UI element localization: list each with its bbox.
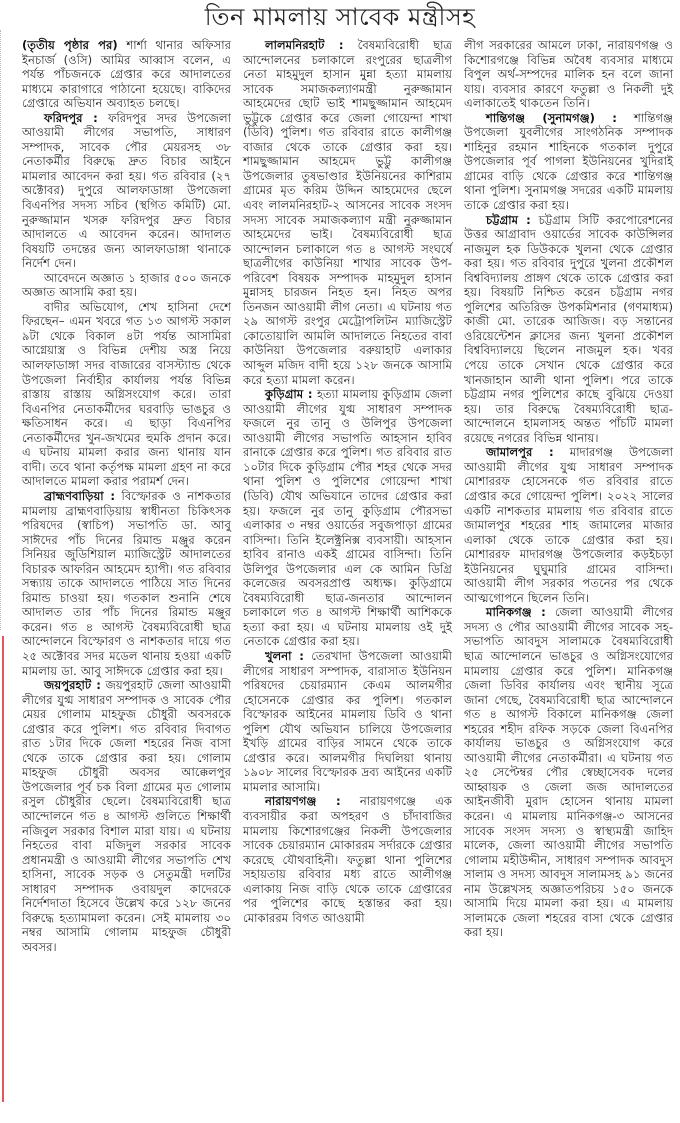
dateline: ফরিদপুর : <box>44 110 98 125</box>
paragraph-text: শার্শা থানার অফিসার ইনচার্জ (ওসি) আমির আব্বাস বলেন, এ পর্যন্ত পাঁচজনকে গ্রেপ্তার করে আদালতের মাধ্যমে কারাগারে পাঠানো হয়েছে। বাকিদের গ্রেপ্তারে অভিযান অব্যাহত চলছে। <box>22 38 231 111</box>
paragraph-text: বিস্ফোরক ও নাশকতার মামলায় ব্রাহ্মণবাড়িয়ায় স্বাধীনতা চিকিৎসক পরিষদের (স্বাচিপ) সভাপতি ডা. আবু সাঈদের পাঁচ দিনের রিমান্ড মঞ্জুর করেন সিনিয়র জুডিশিয়াল ম্যাজিস্ট্রেট আদালতের বিচারক আফরিন আহমেদ হ্যাপী। গত রবিবার সন্ধ্যায় তাকে আদালতে পাঠিয়ে সাত দিনের রিমান্ড চাওয়া হয়। গতকাল শুনানি শেষে আদালত তার পাঁচ দিনের রিমান্ড মঞ্জুর করেন। গত ৪ আগস্ট বৈষম্যবিরোধী ছাত্র আন্দোলনে বিস্ফোরণ ও নাশকতার দায়ে গত ২৫ অক্টোবর সদর মডেল থানায় হওয়া একটি মামলায় ডা. আবু সাঈদকে গ্রেপ্তার করা হয়। <box>22 488 231 678</box>
paragraph-text: বাদীর অভিযোগ, শেখ হাসিনা দেশে ফিরছেন– এমন খবরে গত ১৩ আগস্ট সকাল ৯টা থেকে বিকাল ৪টা পর্যন্ত আসামিরা আগ্নেয়াস্ত্র ও বিভিন্ন দেশীয় অস্ত্র নিয়ে আলফাডাঙ্গা সদর বাজারের বাসস্ট্যান্ড থেকে উপজেলা নির্বাহীর কার্যালয় পর্যন্ত বিভিন্ন রাস্তায় রাস্তায় অগ্নিসংযোগ করে। তারা বিএনপির নেতাকর্মীদের ঘরবাড়ি ভাঙচুর ও ক্ষতিসাধন করে। এ ছাড়া বিএনপির নেতাকর্মীদের খুন-জখমের হুমকি প্রদান করে। এ ঘটনায় মামলা করার জন্য থানায় যান বাদী। তবে থানা কর্তৃপক্ষ মামলা গ্রহণ না করে আদালতে মামলা করার পরামর্শ দেন। <box>22 299 231 489</box>
dateline: চট্টগ্রাম : <box>486 212 531 227</box>
page-edge-mark <box>0 30 2 630</box>
red-margin-rule <box>2 636 4 1102</box>
dateline: (তৃতীয় পৃষ্ঠার পর) <box>22 38 118 52</box>
article-paragraph <box>22 678 231 954</box>
article-paragraph <box>243 649 452 794</box>
dateline: ব্রাহ্মণবাড়িয়া : <box>44 488 116 503</box>
paragraph-text: তেরখাদা উপজেলা আওয়ামী লীগের সাধারণ সম্পাদক, বারাসাত ইউনিয়ন পরিষদের চেয়ারম্যান কেএম আলমগীর হোসেনকে গ্রেপ্তার কর পুলিশ। গতকাল বিস্ফোরক আইনের মামলায় ডিবি ও থানা পুলিশ যৌথ অভিযান চালিয়ে উপজেলার ইখড়ি গ্রামের বাড়ির সামনে থেকে তাকে গ্রেপ্তার করে। আলমগীর দিঘলিয়া থানায় ১৯০৮ সালের বিস্ফোরক দ্রব্য আইনের একটি মামলার আসামি। <box>243 648 452 794</box>
paragraph-text: শান্তিগঞ্জ উপজেলা যুবলীগের সাংগঠনিক সম্পাদক শাহিনুর রহমান শাহিনকে গতকাল দুপুরে উপজেলার পূর্ব পাগলা ইউনিয়নের খুদিরাই গ্রামের বাড়ি থেকে গ্রেপ্তার করে শান্তিগঞ্জ থানা পুলিশ। সুনামগঞ্জ সদরের একটি মামলায় তাকে গ্রেপ্তার করা হয়। <box>464 110 673 213</box>
headline: তিন মামলায় সাবেক মন্ত্রীসহ <box>204 3 476 31</box>
paragraph-text: চট্টগ্রাম সিটি করপোরেশনের উত্তর আগ্রাবাদ ওয়ার্ডের সাবেক কাউন্সিলর নাজমুল হক ডিউককে খুলনা থেকে গ্রেপ্তার করা হয়। গত রবিবার দুপুরে খুলনা প্রকৌশল বিশ্ববিদ্যালয় প্রাঙ্গণ থেকে তাকে গ্রেপ্তার করা হয়। বিষয়টি নিশ্চিত করেন চট্টগ্রাম নগর পুলিশের অতিরিক্ত উপকমিশনার (গণমাধ্যম) কাজী মো. তারেক আজিজ। বড় সন্তানের ওরিয়েন্টেশন ক্লাসের জন্য খুলনা প্রকৌশল বিশ্ববিদ্যালয়ে ছিলেন নাজমুল হক। খবর পেয়ে তাকে সেখান থেকে গ্রেপ্তার করে খানজাহান আলী থানা পুলিশ। পরে তাকে চট্টগ্রাম নগর পুলিশের কাছে বুঝিয়ে দেওয়া হয়। তার বিরুদ্ধে বৈষম্যবিরোধী ছাত্র-আন্দোলনে হামলাসহ অন্তত পাঁচটি মামলা রয়েছে নগরের বিভিন্ন থানায়। <box>464 212 673 445</box>
column-1 <box>22 38 231 954</box>
article-paragraph <box>22 111 231 271</box>
paragraph-text: আবেদনে অজ্ঞাত ১ হাজার ৫০০ জনকে অজ্ঞাত আসামি করা হয়। <box>22 270 231 300</box>
paragraph-text: মাদারগঞ্জ উপজেলা আওয়ামী লীগের যুগ্ম সাধারণ সম্পাদক মোশাররফ হোসেনকে গত রবিবার রাতে গ্রেপ্তার করে গোয়েন্দা পুলিশ। ২০২২ সালের একটি নাশকতার মামলায় গত রবিবার রাতে জামালপুর শহরের শাহ জামালের মাজার এলাকা থেকে তাকে গ্রেপ্তার করা হয়। মোশাররফ মাদারগঞ্জ উপজেলার কড়ইচড়া ইউনিয়নের ঘুঘুমারি গ্রামের বাসিন্দা। আওয়ামী লীগ সরকার পতনের পর থেকে আত্মগোপনে ছিলেন তিনি। <box>464 445 674 605</box>
dateline: জামালপুর : <box>486 445 554 460</box>
paragraph-text: জয়পুরহাট জেলা আওয়ামী লীগের যুগ্ম সাধারণ সম্পাদক ও সাবেক পৌর মেয়র গোলাম মাহফুজ চৌধুরী অবসরকে গ্রেপ্তার করে পুলিশ। গত রবিবার দিবাগত রাত ১টার দিকে জেলা শহরের নিজ বাসা থেকে তাকে গ্রেপ্তার করা হয়। গোলাম মাহফুজ চৌধুরী অবসর আক্কেলপুর উপজেলার পূর্ব চক বিলা গ্রামের মৃত গোলাম রসুল চৌধুরীর ছেলে। বৈষম্যবিরোধী ছাত্র আন্দোলনে গত ৪ আগস্ট গুলিতে শিক্ষার্থী নজিবুল সরকার বিশাল মারা যায়। এ ঘটনায় নিহতের বাবা মজিদুল সরকার সাবেক প্রধানমন্ত্রী ও আওয়ামী লীগের সভাপতি শেখ হাসিনা, সাবেক সড়ক ও সেতুমন্ত্রী দলটির সাধারণ সম্পাদক ওবায়দুল কাদেরকে নির্দেশদাতা হিসেবে উল্লেখ করে ১২৮ জনের বিরুদ্ধে হত্যামামলা করেন। সেই মামলায় ৩০ নম্বর আসামি গোলাম মাহফুজ চৌধুরী অবসর। <box>22 678 231 954</box>
article-paragraph <box>22 300 231 489</box>
article-paragraph <box>22 271 231 300</box>
paragraph-text: নারায়ণগঞ্জে এক ব্যবসায়ীর করা অপহরণ ও চাঁদাবাজির মামলায় কিশোরগঞ্জের নিকলী উপজেলার সাবেক চেয়ারম্যান মোকাররম সর্দারকে গ্রেপ্তার করেছে যৌথবাহিনী। ফতুল্লা থানা পুলিশের সহায়তায় রবিবার মধ্য রাতে আলীগঞ্জ এলাকায় নিজ বাড়ি থেকে তাকে গ্রেপ্তারের পর পুলিশের কাছে হস্তান্তর করা হয়। মোকাররম বিগত আওয়ামী <box>243 794 453 925</box>
dateline: জয়পুরহাট : <box>44 678 101 693</box>
article-paragraph <box>464 111 673 213</box>
dateline: খুলনা : <box>265 648 304 663</box>
article-paragraph <box>464 213 673 446</box>
dateline: মানিকগঞ্জ : <box>486 605 546 620</box>
article-paragraph <box>243 387 452 649</box>
dateline: নারায়ণগঞ্জ : <box>265 794 341 809</box>
article-paragraph <box>243 38 452 387</box>
paragraph-text: বৈষম্যবিরোধী ছাত্র আন্দোলনের চলাকালে রংপুরের ছাত্রলীগ নেতা মাহমুদুল হাসান মুন্না হত্যা মামলায় সাবেক সমাজকল্যাণমন্ত্রী নুরুজ্জামান আহমেদের ছোট ভাই শামছুজ্জামান আহমেদ ভুট্টুকে গ্রেপ্তার করে জেলা গোয়েন্দা শাখা (ডিবি) পুলিশ। গত রবিবার রাতে কালীগঞ্জ বাজার থেকে তাকে গ্রেপ্তার করা হয়। শামছুজ্জামান আহমেদ ভুট্টু কালীগঞ্জ উপজেলার তুষভাণ্ডার ইউনিয়নের কাশিরাম গ্রামের মৃত করিম উদ্দিন আহমেদের ছেলে এবং লালমনিরহাট-২ আসনের সাবেক সংসদ সদস্য সাবেক সমাজকল্যাণ মন্ত্রী নুরুজ্জামান আহমেদের ভাই। বৈষম্যবিরোধী ছাত্র আন্দোলন চলাকালে গত ৪ আগস্ট সংঘর্ষে ছাত্রলীগের কাউনিয়া শাখার সাবেক উপ-পরিবেশ বিষয়ক সম্পাদক মাহমুদুল হাসান মুন্নাসহ চারজন নিহত হন। নিহত অপর তিনজন আওয়ামী লীগ নেতা। এ ঘটনায় গত ২৯ আগস্ট রংপুর মেট্রোপলিটন ম্যাজিস্ট্রেট কোতোয়ালি আমলি আদালতে নিহতের বাবা কাউনিয়া উপজেলার বরুয়াহাট এলাকার আব্দুল মজিদ বাদী হয়ে ১২৮ জনকে আসামি করে হত্যা মামলা করেন। <box>243 38 452 387</box>
article-paragraph <box>243 794 452 925</box>
article-paragraph <box>22 38 231 111</box>
article-paragraph <box>22 489 231 678</box>
article-columns <box>22 38 674 954</box>
article-paragraph <box>464 38 673 111</box>
dateline: লালমনিরহাট : <box>265 38 344 52</box>
column-3 <box>464 38 673 954</box>
article-paragraph <box>464 445 673 605</box>
article-paragraph <box>464 605 673 940</box>
column-2 <box>243 38 452 954</box>
paragraph-text: হত্যা মামলায় কুড়িগ্রাম জেলা আওয়ামী লীগের যুগ্ম সাধারণ সম্পাদক ফজলে নুর তানু ও উলিপুর উপজেলা আওয়ামী লীগের সভাপতি আহসান হাবিব রানাকে গ্রেপ্তার করে পুলিশ। গত রবিবার রাত ১০টার দিকে কুড়িগ্রাম পৌর শহর থেকে সদর থানা পুলিশ ও পুলিশের গোয়েন্দা শাখা (ডিবি) যৌথ অভিযানে তাদের গ্রেপ্তার করা হয়। ফজলে নুর তানু কুড়িগ্রাম পৌরসভা এলাকার ৩ নম্বর ওয়ার্ডের সবুজপাড়া গ্রামের বাসিন্দা। তিনি ইলেক্ট্রনিক্স ব্যবসায়ী। আহসান হাবিব রানাও একই গ্রামের বাসিন্দা। তিনি উলিপুর উপজেলার এল কে আমিন ডিগ্রি কলেজের অবসরপ্রাপ্ত অধ্যক্ষ। কুড়িগ্রামে বৈষম্যবিরোধী ছাত্র-জনতার আন্দোলন চলাকালে গত ৪ আগস্ট শিক্ষার্থী আশিককে হত্যা করা হয়। এ ঘটনায় মামলায় ওই দুই নেতাকে গ্রেপ্তার করা হয়। <box>243 387 452 649</box>
dateline: কুড়িগ্রাম : <box>265 387 313 402</box>
paragraph-text: ফরিদপুর সদর উপজেলা আওয়ামী লীগের সভাপতি, সাধারণ সম্পাদক, সাবেক পৌর মেয়রসহ ৩৮ নেতাকর্মীর বিরুদ্ধে দ্রুত বিচার আইনে মামলার আবেদন করা হয়। গত রবিবার (২৭ অক্টোবর) দুপুরে আলফাডাঙ্গা উপজেলা বিএনপির সদস্য সচিব (স্থগিত কমিটি) মো. নুরুজ্জামান খসরু ফরিদপুর দ্রুত বিচার আদালতে এ আবেদন করেন। আদালত বিষয়টি তদন্তের জন্য আলফাডাঙ্গা থানাকে নির্দেশ দেন। <box>22 110 231 271</box>
paragraph-text: জেলা আওয়ামী লীগের সদস্য ও পৌর আওয়ামী লীগের সাবেক সহ-সভাপতি আবদুস সালামকে বৈষম্যবিরোধী ছাত্র আন্দোলনে ভাঙচুর ও অগ্নিসংযোগের মামলায় গ্রেপ্তার করে পুলিশ। মানিকগঞ্জ জেলা ডিবির কার্যালয় এবং স্থানীয় সূত্রে জানা গেছে, বৈষম্যবিরোধী ছাত্র আন্দোলনে গত ৪ আগস্ট বিকালে মানিকগঞ্জ জেলা শহরের শহীদ রফিক সড়কে জেলা বিএনপির কার্যালয় ভাঙচুর ও অগ্নিসংযোগ করে আওয়ামী লীগের নেতাকর্মীরা। এ ঘটনায় গত ২৫ সেপ্টেম্বর পৌর স্বেচ্ছাসেবক দলের আহ্বায়ক ও জেলা জজ আদালতের আইনজীবী মুরাদ হোসেন থানায় মামলা করেন। এ মামলায় মানিকগঞ্জ-৩ আসনের সাবেক সংসদ সদস্য ও স্বাস্থ্যমন্ত্রী জাহিদ মালেক, জেলা আওয়ামী লীগের সভাপতি গোলাম মহীউদ্দীন, সাধারণ সম্পাদক আবদুস সালাম ও সদস্য আবদুস সালামসহ ৯১ জনের নাম উল্লেখসহ অজ্ঞাতপরিচয় ১৫০ জনকে আসামি দিয়ে মামলা করা হয়। এ মামলায় সালামকে জেলা শহরের বাসা থেকে গ্রেপ্তার করা হয়। <box>464 605 673 940</box>
paragraph-text: লীগ সরকারের আমলে ঢাকা, নারায়ণগঞ্জ ও কিশোরগঞ্জে বিভিন্ন অবৈধ ব্যবসার মাধ্যমে বিপুল অর্থ-সম্পদের মালিক হন বলে জানা যায়। ব্যবসার কারণে ফতুল্লা ও নিকলী দুই এলাকাতেই থাকতেন তিনি। <box>464 38 673 111</box>
dateline: শান্তিগঞ্জ (সুনামগঞ্জ) : <box>486 110 617 125</box>
